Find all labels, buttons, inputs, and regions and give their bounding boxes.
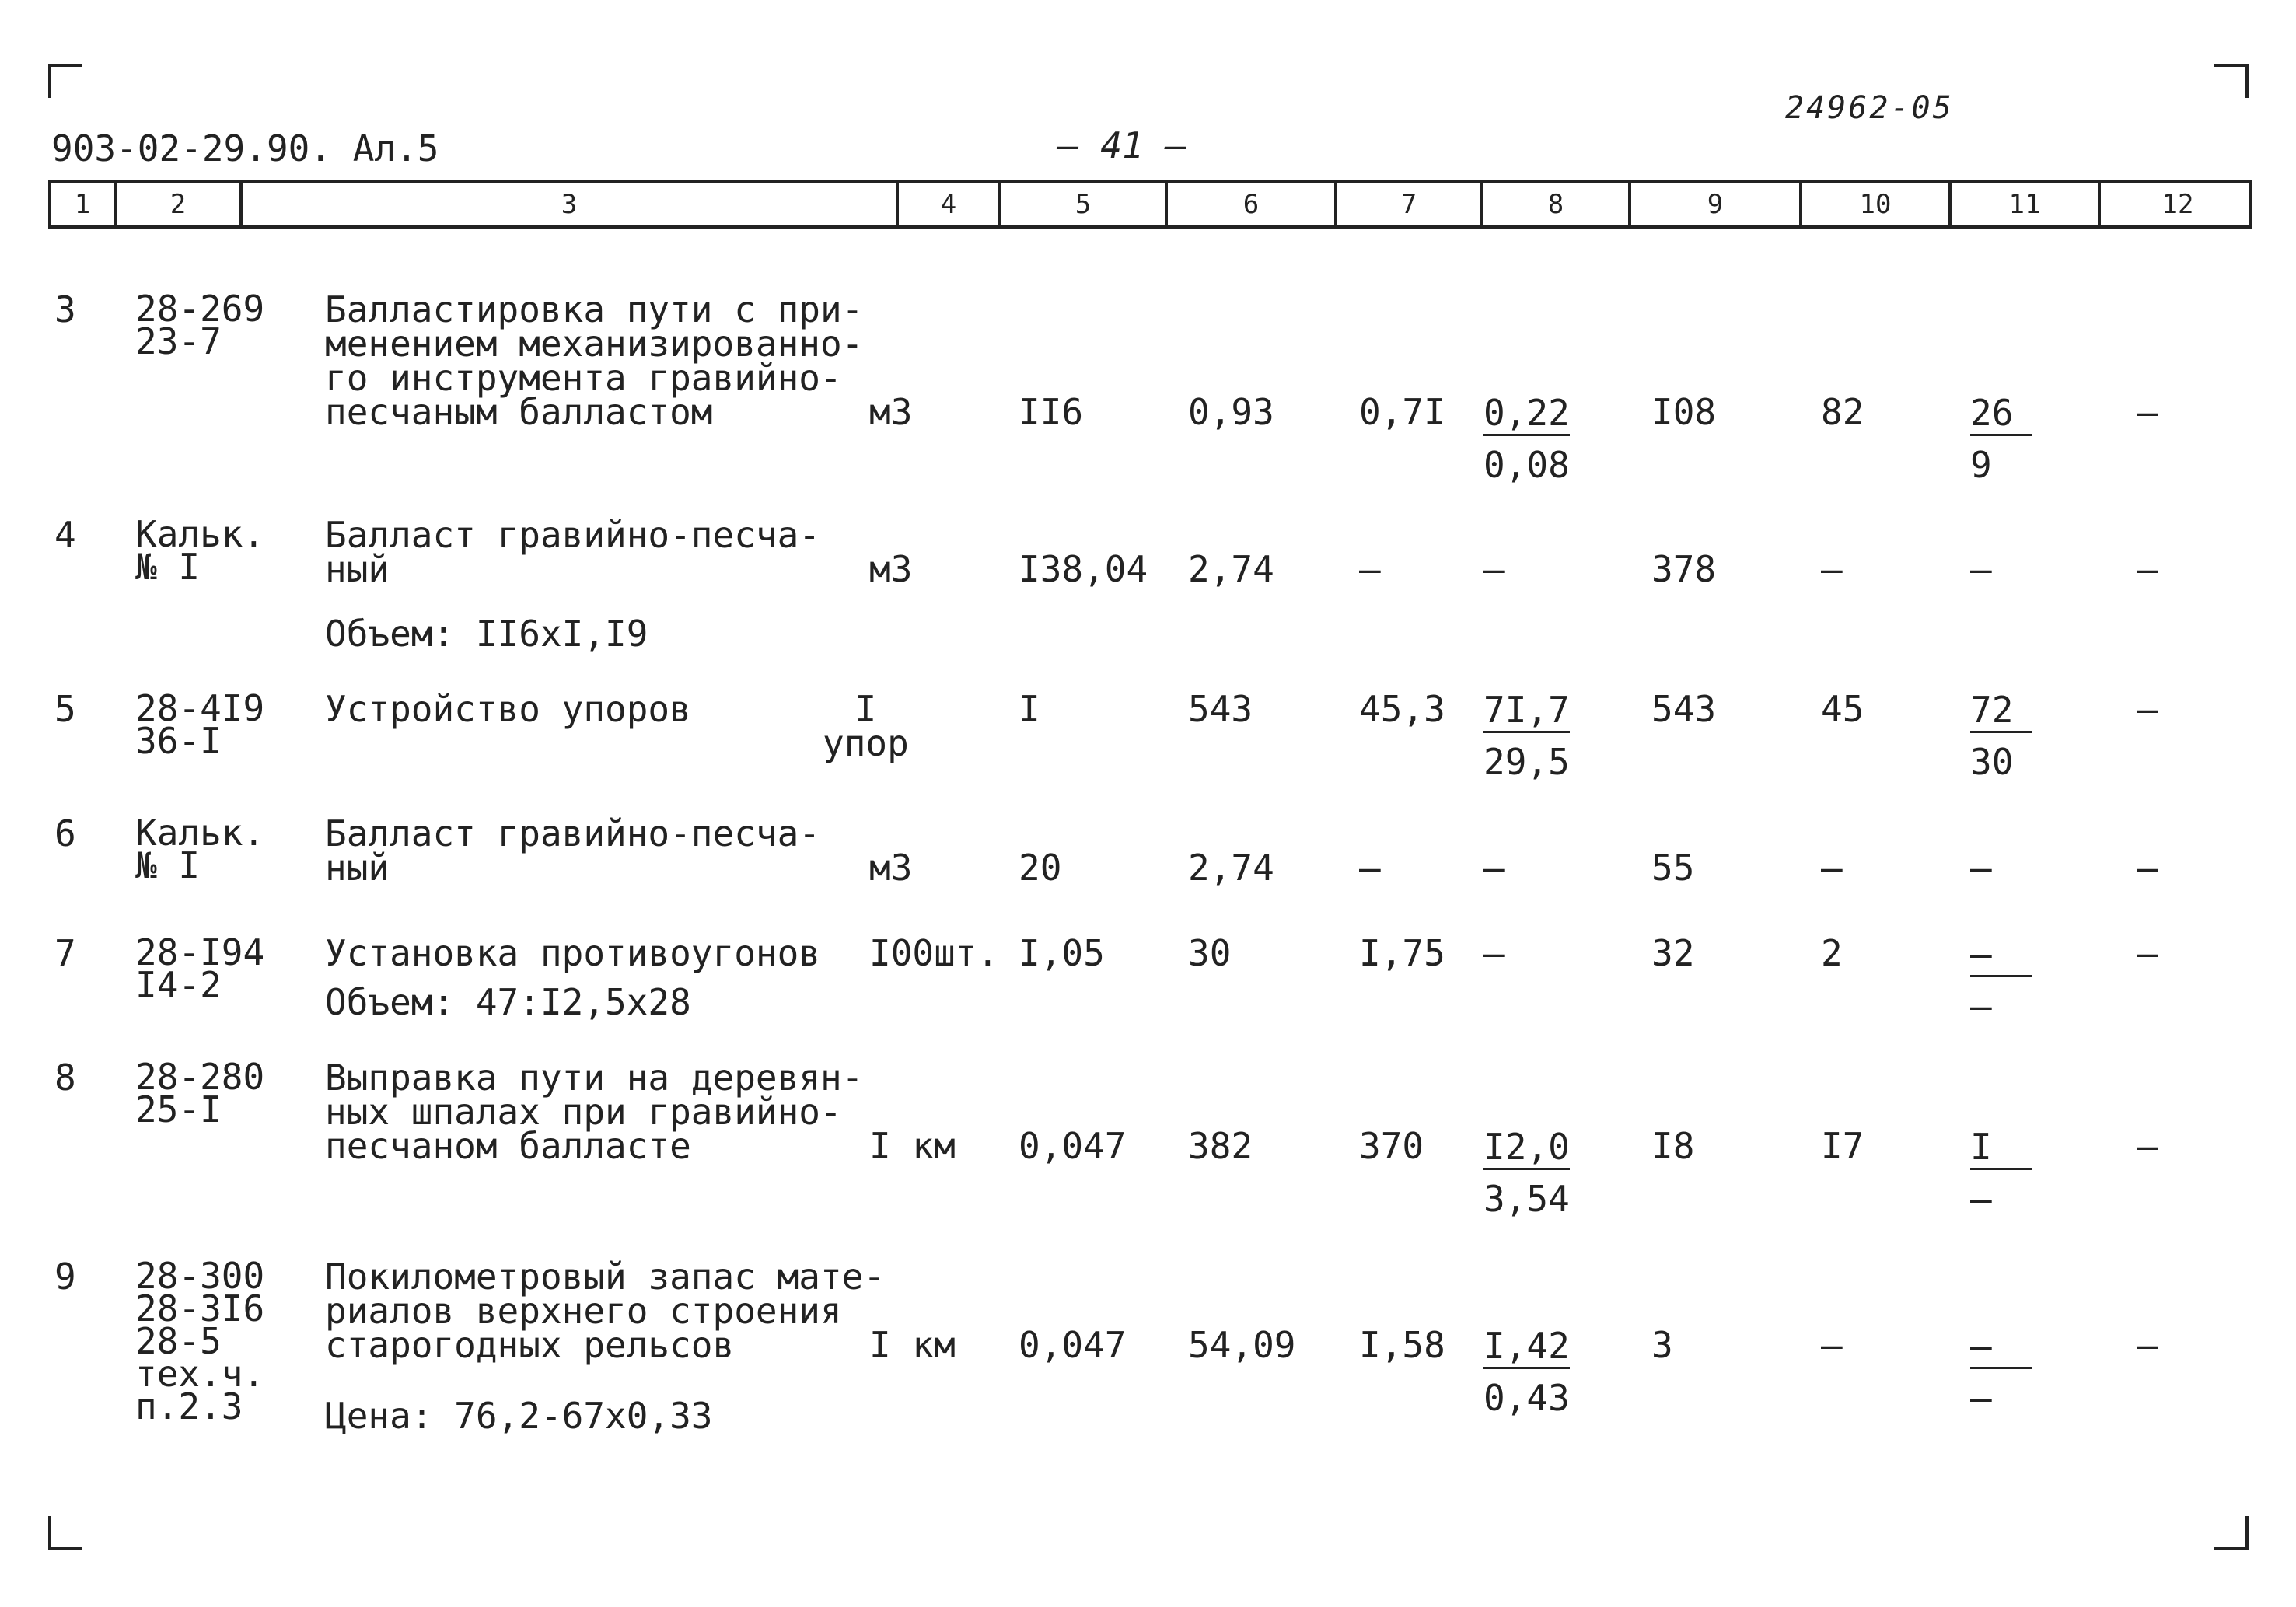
total-cost: 543 (1651, 688, 1717, 730)
extra-column: – (2137, 391, 2158, 433)
row-number: 9 (54, 1256, 76, 1298)
work-description-line: старогодных рельсов (325, 1324, 735, 1366)
total-wages: – (1821, 1324, 1843, 1366)
quantity: I (1019, 688, 1040, 730)
total-machines-fraction (1970, 1325, 2032, 1419)
column-number-bar (48, 180, 2252, 229)
column-number-12: 12 (2098, 183, 2255, 225)
norm-code (135, 288, 265, 362)
machine-price-denominator: 0,43 (1483, 1377, 1570, 1419)
wage-price: I,58 (1359, 1324, 1445, 1366)
row-number: 7 (54, 932, 76, 974)
extra-column: – (2137, 1125, 2158, 1167)
work-description (325, 514, 820, 590)
column-number-2: 2 (114, 183, 239, 225)
column-number-9: 9 (1628, 183, 1799, 225)
unit-of-measure (869, 1125, 956, 1167)
unit-of-measure (869, 391, 913, 433)
norm-code-line: I4-2 (135, 964, 222, 1006)
unit-line: м3 (869, 548, 913, 590)
quantity: I,05 (1019, 932, 1105, 974)
unit-line: I (854, 688, 877, 730)
work-note: Цена: 76,2-67х0,33 (325, 1395, 713, 1437)
unit-price: 382 (1188, 1125, 1253, 1167)
norm-code-line: тех.ч. (135, 1353, 265, 1395)
unit-price: 54,09 (1188, 1324, 1296, 1366)
work-description (325, 1057, 864, 1167)
unit-of-measure (869, 548, 913, 590)
machine-price-fraction (1483, 1126, 1570, 1220)
norm-code-line: 25-I (135, 1088, 222, 1130)
work-description-line: Устройство упоров (325, 688, 691, 730)
unit-price: 2,74 (1188, 847, 1274, 889)
column-number-3: 3 (239, 183, 896, 225)
wage-price: 0,7I (1359, 391, 1445, 433)
total-cost: I08 (1651, 391, 1717, 433)
total-cost: 32 (1651, 932, 1695, 974)
unit-price: 30 (1188, 932, 1232, 974)
quantity: 20 (1019, 847, 1062, 889)
total-machines-fraction (1970, 933, 2032, 1027)
norm-code-line: 28-280 (135, 1056, 265, 1098)
total-machines-numerator: 72 (1970, 692, 2032, 733)
total-machines-denominator: 30 (1970, 741, 2014, 783)
corner-mark-bottom-right (2214, 1516, 2249, 1550)
total-machines-numerator: – (1970, 936, 2032, 977)
machine-price: – (1483, 847, 1505, 889)
total-machines-numerator: – (1970, 1328, 2032, 1369)
work-description (325, 688, 691, 730)
unit-line: м3 (869, 391, 913, 433)
archive-number: 24962-05 (1785, 90, 1954, 126)
norm-code-line: 28-300 (135, 1255, 265, 1297)
work-note: Объем: 47:I2,5х28 (325, 981, 691, 1023)
total-machines-fraction (1970, 1126, 2032, 1220)
extra-column: – (2137, 548, 2158, 590)
total-cost: I8 (1651, 1125, 1695, 1167)
corner-mark-top-right (2214, 64, 2249, 98)
document-code: 903-02-29.90. Ал.5 (51, 128, 439, 169)
column-number-4: 4 (896, 183, 998, 225)
corner-mark-top-left (48, 64, 82, 98)
work-description-line: менением механизированно- (325, 323, 864, 365)
unit-of-measure (869, 932, 999, 974)
norm-code (135, 931, 265, 1006)
row-number: 8 (54, 1057, 76, 1099)
total-machines-fraction (1970, 689, 2032, 783)
total-wages: 2 (1821, 932, 1843, 974)
quantity: II6 (1019, 391, 1084, 433)
work-description (325, 932, 820, 974)
norm-code-line: Кальк. (135, 812, 265, 854)
total-wages: 82 (1821, 391, 1864, 433)
norm-code-line: 28-269 (135, 288, 265, 330)
quantity: I38,04 (1019, 548, 1148, 590)
total-wages: – (1821, 548, 1843, 590)
work-description-line: Выправка пути на деревян- (325, 1057, 864, 1099)
total-machines-numerator: 26 (1970, 395, 2032, 436)
work-description-line: Балласт гравийно-песча- (325, 812, 820, 854)
work-description-line: Установка противоугонов (325, 932, 820, 974)
page-number: — 41 — (1057, 124, 1187, 166)
extra-column: – (2137, 847, 2158, 889)
wage-price: – (1359, 847, 1381, 889)
norm-code-line: 28-3I6 (135, 1287, 265, 1329)
total-machines-denominator: 9 (1970, 444, 1992, 486)
work-description (325, 812, 820, 889)
norm-code-line: 28-4I9 (135, 687, 265, 729)
column-number-10: 10 (1799, 183, 1948, 225)
machine-price-denominator: 29,5 (1483, 741, 1570, 783)
machine-price-numerator: 7I,7 (1483, 692, 1570, 733)
work-description-line: Покилометровый запас мате- (325, 1256, 886, 1298)
machine-price-denominator: 3,54 (1483, 1178, 1570, 1220)
unit-line: I00шт. (869, 932, 999, 974)
total-machines: – (1970, 548, 1992, 590)
machine-price-fraction (1483, 1325, 1570, 1419)
norm-code-line: п.2.3 (135, 1385, 243, 1427)
wage-price: – (1359, 548, 1381, 590)
quantity: 0,047 (1019, 1125, 1127, 1167)
work-description-line: риалов верхнего строения (325, 1290, 842, 1332)
work-description-line: песчаным балластом (325, 391, 713, 433)
unit-line: м3 (869, 847, 913, 889)
machine-price: – (1483, 548, 1505, 590)
row-number: 5 (54, 688, 76, 730)
unit-of-measure (869, 847, 913, 889)
unit-price: 0,93 (1188, 391, 1274, 433)
row-number: 3 (54, 288, 76, 330)
wage-price: 370 (1359, 1125, 1424, 1167)
column-number-7: 7 (1334, 183, 1480, 225)
work-note: Объем: II6хI,I9 (325, 613, 648, 655)
norm-code (135, 513, 265, 588)
machine-price-denominator: 0,08 (1483, 444, 1570, 486)
norm-code (135, 687, 265, 762)
machine-price-fraction (1483, 392, 1570, 486)
total-cost: 378 (1651, 548, 1717, 590)
work-description-line: ный (325, 847, 390, 889)
total-wages: 45 (1821, 688, 1864, 730)
total-wages: I7 (1821, 1125, 1864, 1167)
unit-price: 2,74 (1188, 548, 1274, 590)
unit-line: I км (869, 1324, 956, 1366)
total-machines-denominator: – (1970, 1377, 1992, 1419)
work-description-line: Балластировка пути с при- (325, 288, 864, 330)
machine-price-numerator: I2,0 (1483, 1129, 1570, 1170)
work-description-line: песчаном балласте (325, 1125, 691, 1167)
unit-price: 543 (1188, 688, 1253, 730)
unit-line: упор (823, 722, 909, 764)
total-machines-denominator: – (1970, 1178, 1992, 1220)
norm-code (135, 1056, 265, 1130)
norm-code-line: № I (135, 546, 201, 588)
norm-code-line: 28-I94 (135, 931, 265, 973)
work-description-line: Балласт гравийно-песча- (325, 514, 820, 556)
total-machines-fraction (1970, 392, 2032, 486)
norm-code-line: 28-5 (135, 1320, 222, 1362)
work-description (325, 1256, 886, 1366)
row-number: 6 (54, 812, 76, 854)
machine-price-numerator: 0,22 (1483, 395, 1570, 436)
row-number: 4 (54, 514, 76, 556)
norm-code-line: 23-7 (135, 320, 222, 362)
work-description-line: ных шпалах при гравийно- (325, 1091, 842, 1133)
total-machines-numerator: I (1970, 1129, 2032, 1170)
column-number-5: 5 (998, 183, 1165, 225)
extra-column: – (2137, 1324, 2158, 1366)
extra-column: – (2137, 688, 2158, 730)
machine-price-fraction (1483, 689, 1570, 783)
column-number-1: 1 (74, 189, 91, 220)
column-number-11: 11 (1948, 183, 2098, 225)
unit-of-measure (869, 1324, 956, 1366)
total-cost: 3 (1651, 1324, 1673, 1366)
corner-mark-bottom-left (48, 1516, 82, 1550)
norm-code (135, 1255, 265, 1427)
column-number-8: 8 (1480, 183, 1628, 225)
total-machines-denominator: – (1970, 985, 1992, 1027)
quantity: 0,047 (1019, 1324, 1127, 1366)
unit-of-measure (823, 688, 909, 764)
norm-code (135, 812, 265, 886)
extra-column: – (2137, 932, 2158, 974)
unit-line: I км (869, 1125, 956, 1167)
total-cost: 55 (1651, 847, 1695, 889)
machine-price-numerator: I,42 (1483, 1328, 1570, 1369)
norm-code-line: Кальк. (135, 513, 265, 555)
total-wages: – (1821, 847, 1843, 889)
total-machines: – (1970, 847, 1992, 889)
norm-code-line: 36-I (135, 720, 222, 762)
machine-price: – (1483, 932, 1505, 974)
column-number-6: 6 (1165, 183, 1334, 225)
work-description-line: ный (325, 548, 390, 590)
work-description-line: го инструмента гравийно- (325, 357, 842, 399)
norm-code-line: № I (135, 844, 201, 886)
wage-price: 45,3 (1359, 688, 1445, 730)
wage-price: I,75 (1359, 932, 1445, 974)
work-description (325, 288, 864, 433)
